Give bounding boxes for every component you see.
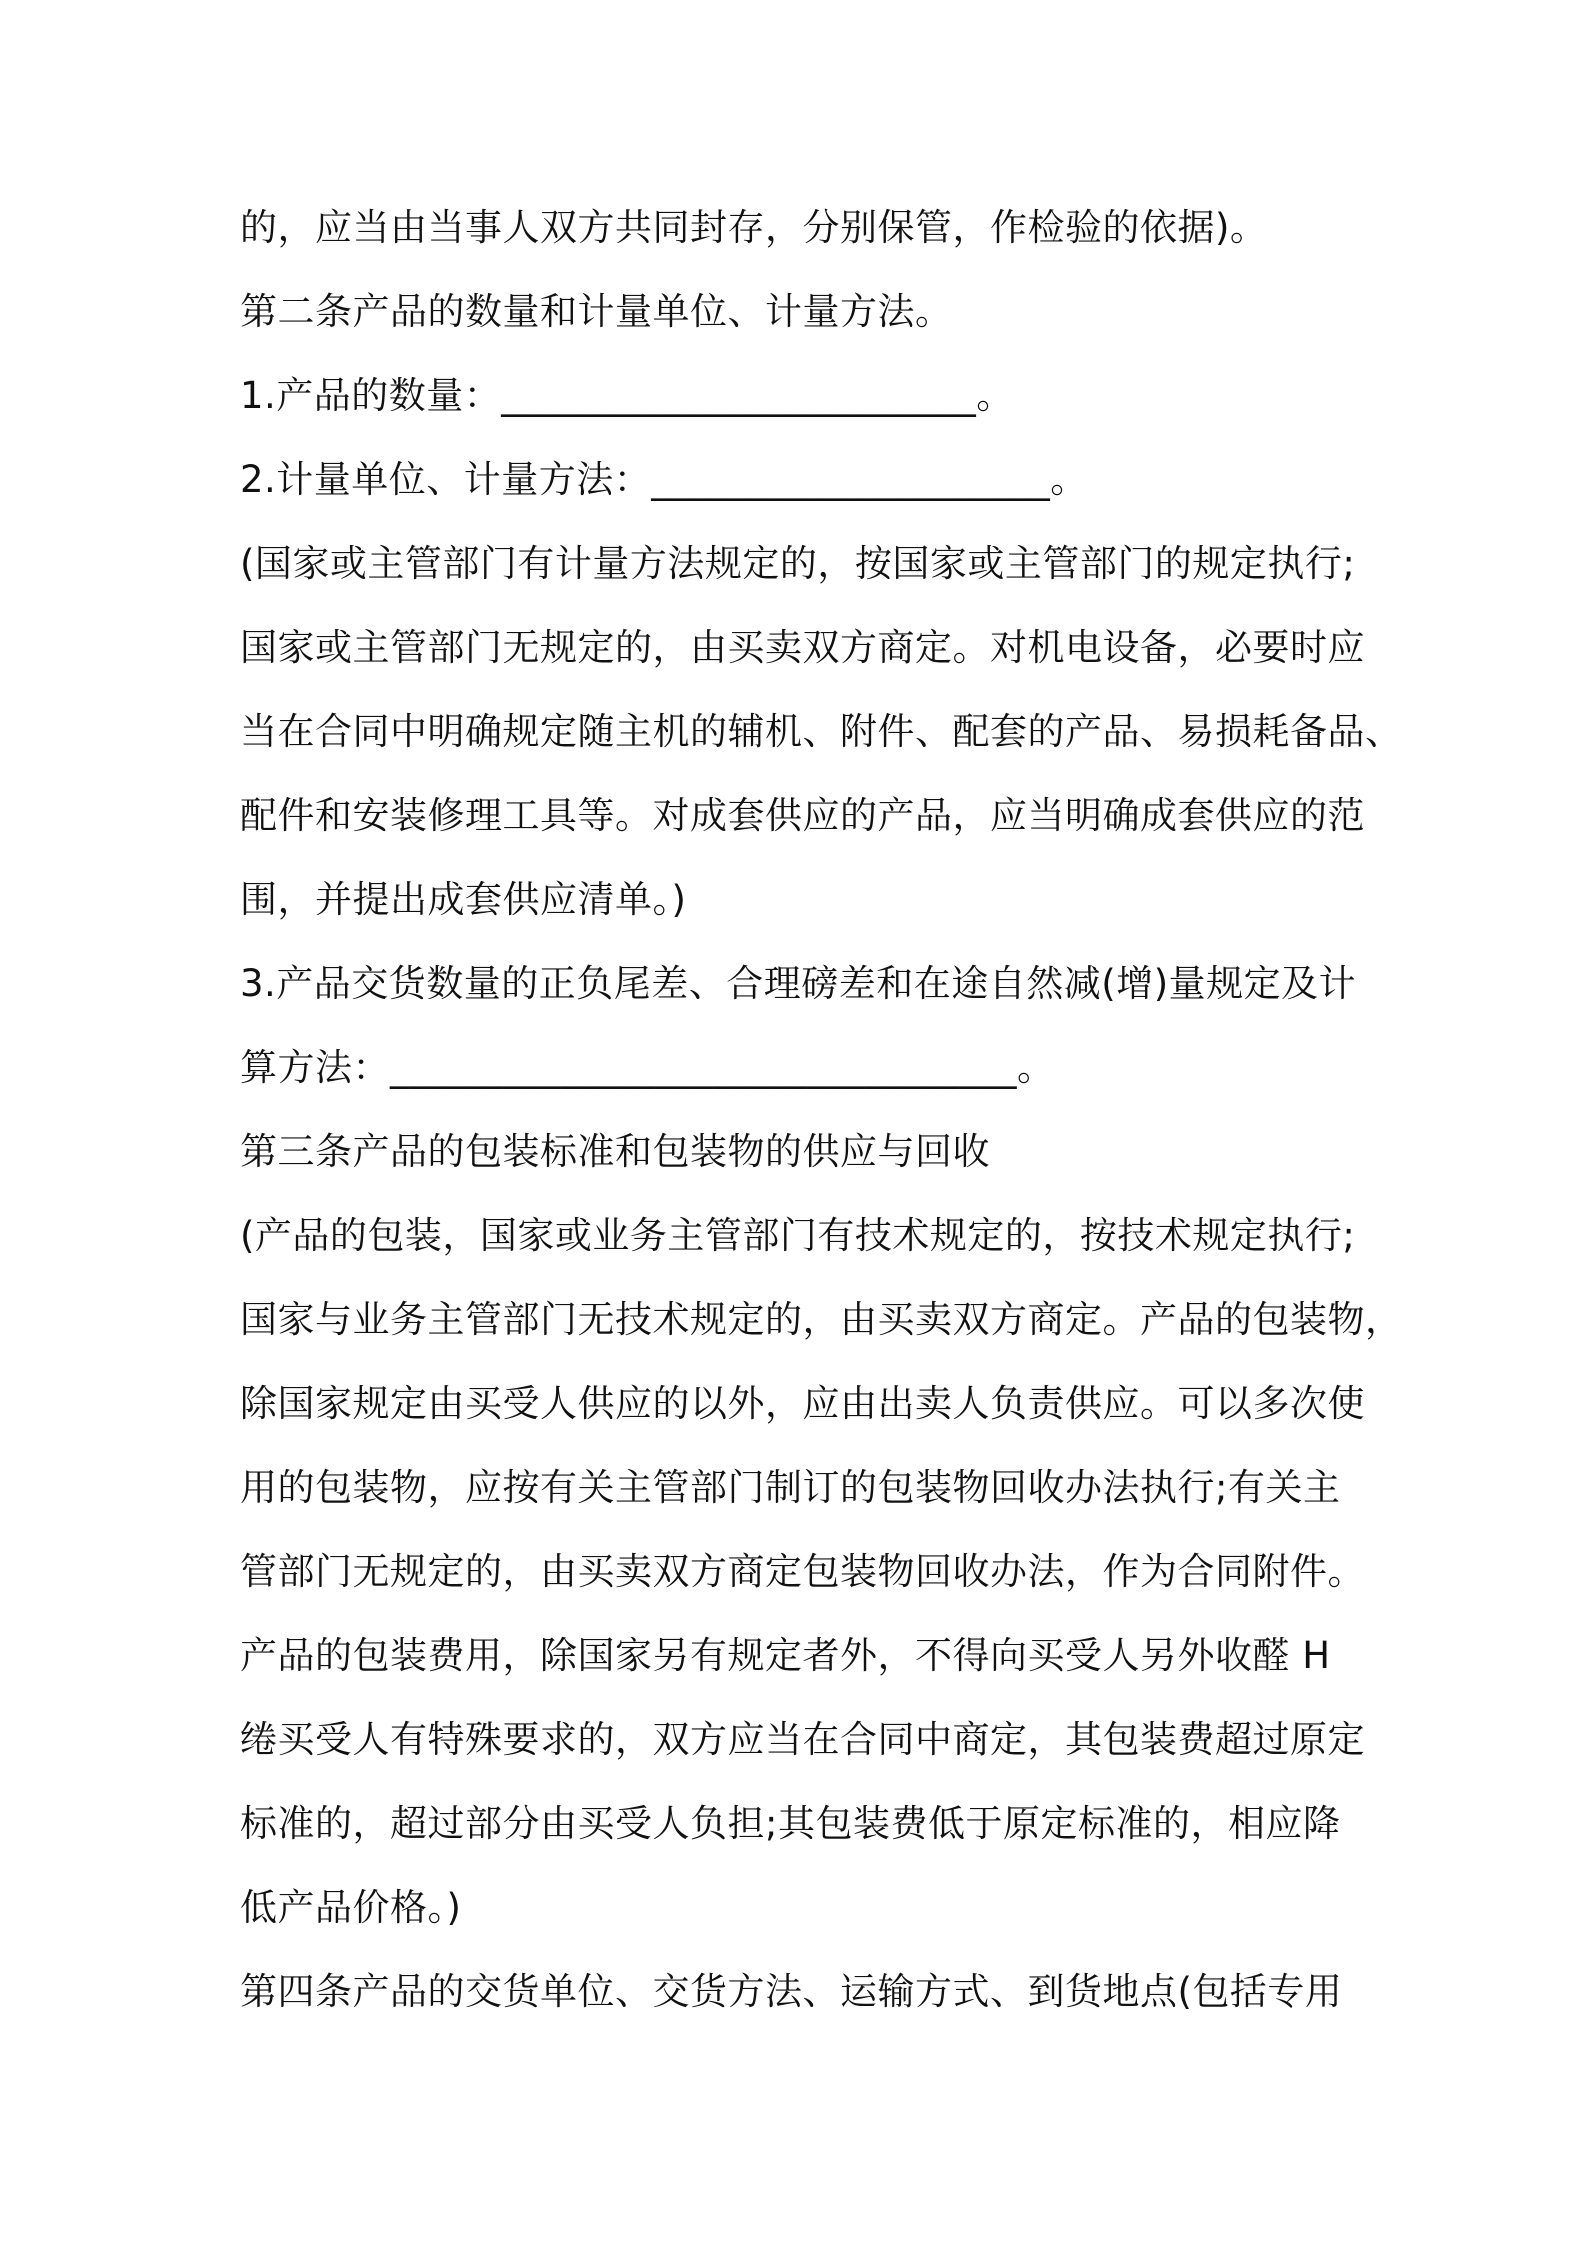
text-line: 绻买受人有特殊要求的，双方应当在合同中商定，其包装费超过原定 (240, 1718, 1365, 1761)
text-line: (国家或主管部门有计量方法规定的，按国家或主管部门的规定执行; (240, 542, 1356, 585)
quantity-item: 1.产品的数量：_________________________。 (240, 374, 1014, 417)
text-line: 国家与业务主管部门无技术规定的，由买卖双方商定。产品的包装物， (240, 1298, 1403, 1341)
text-line: 配件和安装修理工具等。对成套供应的产品，应当明确成套供应的范 (240, 794, 1365, 837)
text-line: 产品的包装费用，除国家另有规定者外，不得向买受人另外收醛 H (240, 1634, 1331, 1677)
text-line: 当在合同中明确规定随主机的辅机、附件、配套的产品、易损耗备品、 (240, 710, 1403, 753)
text-line: 标准的，超过部分由买受人负担;其包装费低于原定标准的，相应降 (240, 1802, 1341, 1845)
text-line: (产品的包装，国家或业务主管部门有技术规定的，按技术规定执行; (240, 1214, 1356, 1257)
text-line: 国家或主管部门无规定的，由买卖双方商定。对机电设备，必要时应 (240, 626, 1365, 669)
article-2-heading: 第二条产品的数量和计量单位、计量方法。 (240, 290, 953, 333)
article-3-heading: 第三条产品的包装标准和包装物的供应与回收 (240, 1130, 990, 1173)
measure-unit-item: 2.计量单位、计量方法：_____________________。 (240, 458, 1088, 501)
calculation-method-line: 算方法：_________________________________。 (240, 1046, 1055, 1089)
text-line: 的，应当由当事人双方共同封存，分别保管，作检验的依据)。 (240, 206, 1268, 249)
text-line: 围，并提出成套供应清单。) (240, 878, 687, 921)
text-line: 低产品价格。) (240, 1886, 462, 1929)
text-line: 用的包装物，应按有关主管部门制订的包装物回收办法执行;有关主 (240, 1466, 1341, 1509)
article-4-heading: 第四条产品的交货单位、交货方法、运输方式、到货地点(包括专用 (240, 1970, 1343, 2013)
tolerance-item: 3.产品交货数量的正负尾差、合理磅差和在途自然减(增)量规定及计 (240, 962, 1357, 1005)
text-line: 除国家规定由买受人供应的以外，应由出卖人负责供应。可以多次使 (240, 1382, 1365, 1425)
text-line: 管部门无规定的，由买卖双方商定包装物回收办法，作为合同附件。 (240, 1550, 1365, 1593)
